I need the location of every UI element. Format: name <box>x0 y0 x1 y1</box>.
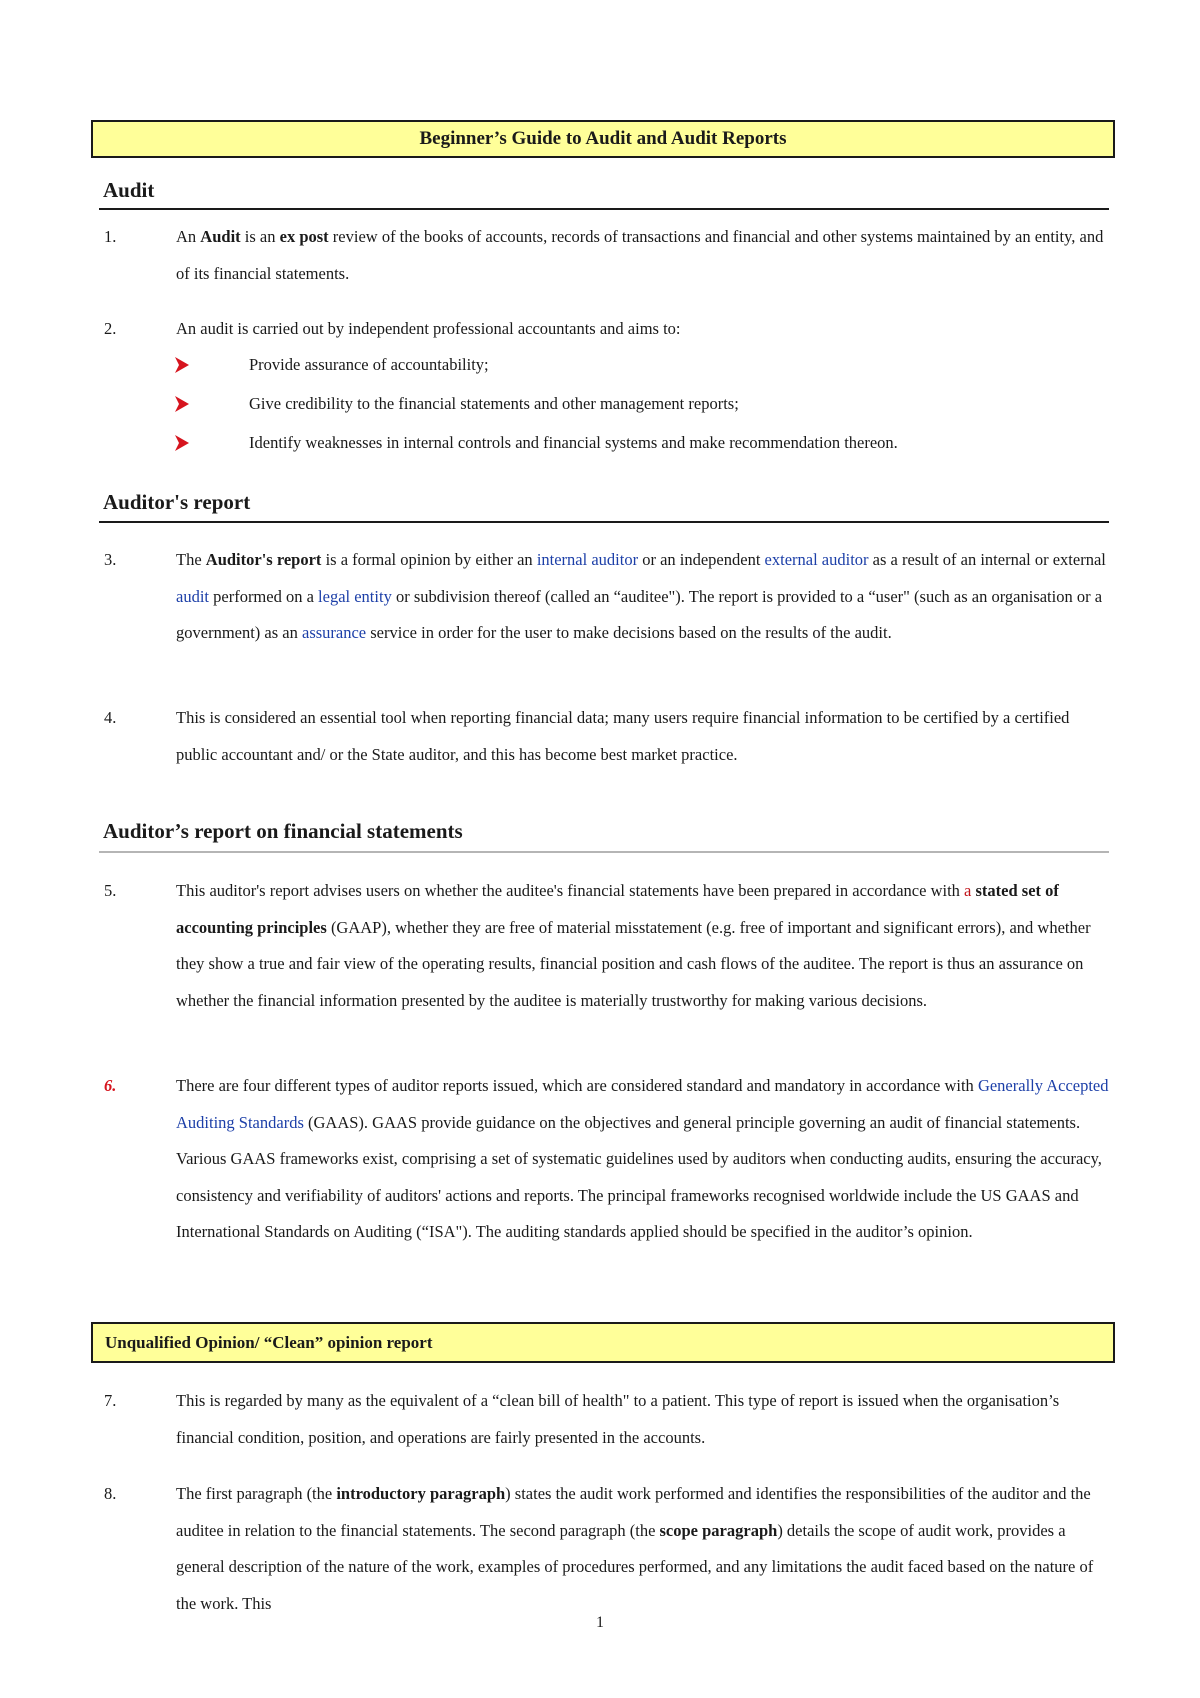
paragraph-number: 2. <box>104 319 117 338</box>
document-title: Beginner’s Guide to Audit and Audit Reports <box>91 120 1115 158</box>
red-arrow-bullet-icon <box>174 434 190 452</box>
link-external-auditor[interactable]: external auditor <box>764 550 869 569</box>
section-heading-audit: Audit <box>103 178 155 202</box>
bullet-item: Identify weaknesses in internal controls and financial systems and make recommendation thereon. <box>0 433 1200 465</box>
section-rule <box>99 521 1109 523</box>
paragraph-text: The first paragraph (the introductory paragraph) states the audit work performed and identifies the responsibilities of the auditor and the auditee in relation to the financial statements. The second paragraph (the scope paragraph) details the scope of audit work, provides a general description of the nature of the work, examples of procedures performed, and any limitations the audit faced based on the nature of the work. This <box>176 1484 1094 1613</box>
paragraph-number: 7. <box>104 1391 117 1410</box>
paragraph-number: 1. <box>104 227 117 246</box>
bullet-item: Provide assurance of accountability; <box>0 355 1200 387</box>
paragraph-text: There are four different types of auditor reports issued, which are considered standard and mandatory in accordance with Generally Accepted Auditing Standards (GAAS). GAAS provide guidance on the objectives and general principle governing an audit of financial statements. Various GAAS frameworks exist, comprising a set of systematic guidelines used by auditors when conducting audits, ensuring the accuracy, consistency and verifiability of auditors' actions and reports. The principal frameworks recognised worldwide include the US GAAS and International Standards on Auditing (“ISA"). The auditing standards applied should be specified in the auditor’s opinion. <box>176 1076 1109 1242</box>
paragraph-number: 5. <box>104 881 117 900</box>
link-gaas[interactable]: Generally Accepted Auditing Standards <box>176 1076 1109 1132</box>
subsection-heading-unqualified-opinion: Unqualified Opinion/ “Clean” opinion report <box>91 1322 1115 1363</box>
paragraph-number: 3. <box>104 550 117 569</box>
bullet-item: Give credibility to the financial statements and other management reports; <box>0 394 1200 426</box>
link-audit[interactable]: audit <box>176 586 209 606</box>
paragraph-text: This is regarded by many as the equivalent of a “clean bill of health" to a patient. This type of report is issued when the organisation’s financial condition, position, and operations are fairly presented in the accounts. <box>176 1391 1060 1447</box>
link-legal-entity[interactable]: legal entity <box>318 586 392 606</box>
link-assurance[interactable]: assurance <box>302 623 367 643</box>
paragraph-number: 6. <box>104 1076 117 1095</box>
section-rule <box>99 851 1109 853</box>
section-heading-report-on-financial-statements: Auditor’s report on financial statements <box>103 819 463 843</box>
page-number: 1 <box>596 1614 604 1631</box>
paragraph-text: This is considered an essential tool when reporting financial data; many users require financial information to be certified by a certified public accountant and/ or the State auditor, and this has become best market practice. <box>176 708 1070 764</box>
paragraph-text: This auditor's report advises users on whether the auditee's financial statements have been prepared in accordance with a stated set of accounting principles (GAAP), whether they are free of material misstatement (e.g. free of important and significant errors), and whether they show a true and fair view of the operating results, financial position and cash flows of the auditee. The report is thus an assurance on whether the financial information presented by the auditee is materially trustworthy for making various decisions. <box>176 881 1091 1010</box>
red-arrow-bullet-icon <box>174 395 190 413</box>
paragraph-text: The Auditor's report is a formal opinion by either an internal auditor or an independent external auditor as a result of an internal or external audit performed on a legal entity or subdivision thereof (called an “auditee"). The report is provided to a “user" (such as an organisation or a government) as an assurance service in order for the user to make decisions based on the results of the audit. <box>176 550 1106 643</box>
paragraph-text: An Audit is an ex post review of the books of accounts, records of transactions and financial and other systems maintained by an entity, and of its financial statements. <box>176 227 1104 283</box>
link-internal-auditor[interactable]: internal auditor <box>536 550 639 569</box>
paragraph-number: 4. <box>104 708 117 727</box>
paragraph-number: 8. <box>104 1484 117 1503</box>
section-rule <box>99 208 1109 210</box>
paragraph-text: An audit is carried out by independent professional accountants and aims to: <box>176 319 681 338</box>
section-heading-auditors-report: Auditor's report <box>103 490 251 514</box>
red-arrow-bullet-icon <box>174 356 190 374</box>
